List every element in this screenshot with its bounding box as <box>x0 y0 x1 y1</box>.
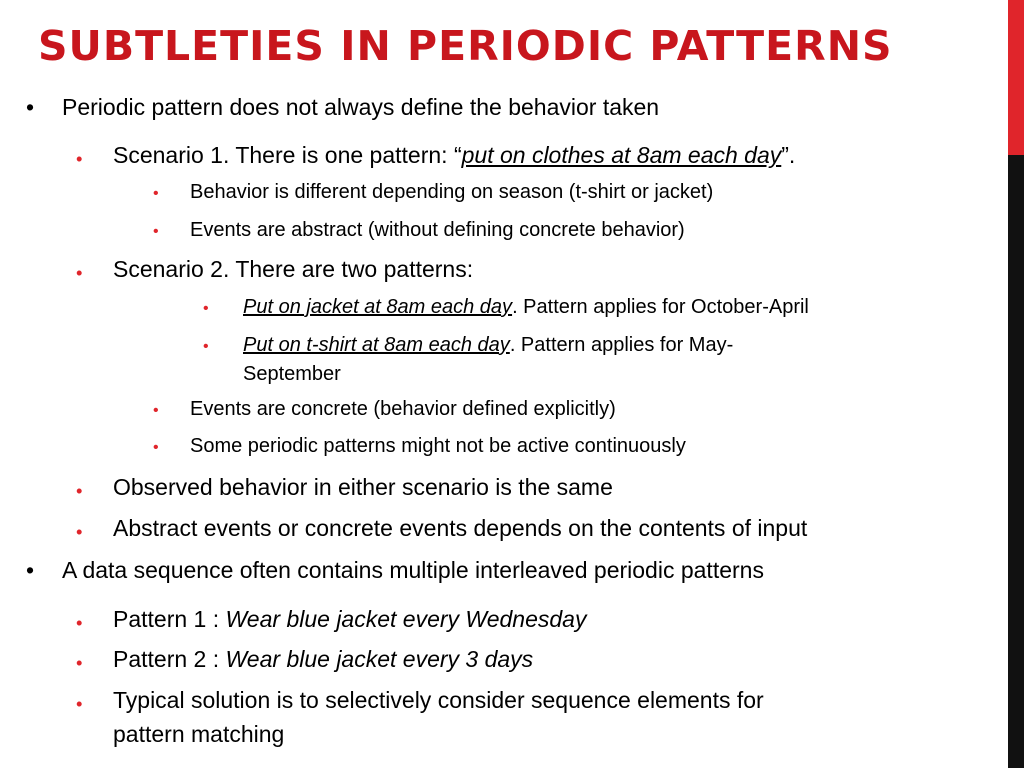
pattern-jacket-text: Put on jacket at 8am each day. Pattern applies for October-April <box>243 296 809 318</box>
slide-title: SUBTLETIES IN PERIODIC PATTERNS <box>38 22 893 70</box>
bullet-text: Behavior is different depending on season (t-shirt or jacket) <box>190 181 714 203</box>
bullet-marker: • <box>153 402 159 419</box>
bullet-marker: • <box>76 480 83 501</box>
bullet-marker: • <box>76 612 83 633</box>
bullet-marker: • <box>153 223 159 240</box>
pattern-tshirt-continuation: September <box>243 363 341 385</box>
accent-bar-black <box>1008 155 1024 768</box>
typical-solution-text: Typical solution is to selectively consider sequence elements for <box>113 687 764 713</box>
bullet-marker: • <box>26 557 35 583</box>
bullet-marker: • <box>203 300 209 317</box>
bullet-text: Observed behavior in either scenario is the same <box>113 474 613 500</box>
bullet-marker: • <box>203 338 209 355</box>
bullet-text: Some periodic patterns might not be active continuously <box>190 435 686 457</box>
bullet-marker: • <box>153 185 159 202</box>
bullet-item <box>26 557 34 584</box>
bullet-marker: • <box>76 693 83 714</box>
bullet-text: Periodic pattern does not always define the behavior taken <box>62 94 660 120</box>
bullet-marker: • <box>153 439 159 456</box>
bullet-text: Abstract events or concrete events depends on the contents of input <box>113 515 808 541</box>
accent-bar-red <box>1008 0 1024 155</box>
bullet-text: Events are abstract (without defining concrete behavior) <box>190 219 685 241</box>
pattern-2-text: Pattern 2 : Wear blue jacket every 3 days <box>113 646 534 672</box>
scenario-1-text: Scenario 1. There is one pattern: “put on clothes at 8am each day”. <box>113 142 796 168</box>
bullet-text: A data sequence often contains multiple interleaved periodic patterns <box>62 557 764 583</box>
bullet-marker: • <box>76 262 83 283</box>
typical-solution-continuation: pattern matching <box>113 721 285 747</box>
bullet-marker: • <box>26 94 35 120</box>
bullet-item <box>26 94 34 121</box>
scenario-1-pattern: put on clothes at 8am each day <box>461 142 782 168</box>
bullet-marker: • <box>76 148 83 169</box>
bullet-marker: • <box>76 652 83 673</box>
pattern-1-text: Pattern 1 : Wear blue jacket every Wednesday <box>113 606 587 632</box>
bullet-text: Events are concrete (behavior defined explicitly) <box>190 398 616 420</box>
bullet-marker: • <box>76 521 83 542</box>
scenario-2-text: Scenario 2. There are two patterns: <box>113 256 474 282</box>
pattern-tshirt-text: Put on t-shirt at 8am each day. Pattern applies for May- <box>243 334 734 356</box>
